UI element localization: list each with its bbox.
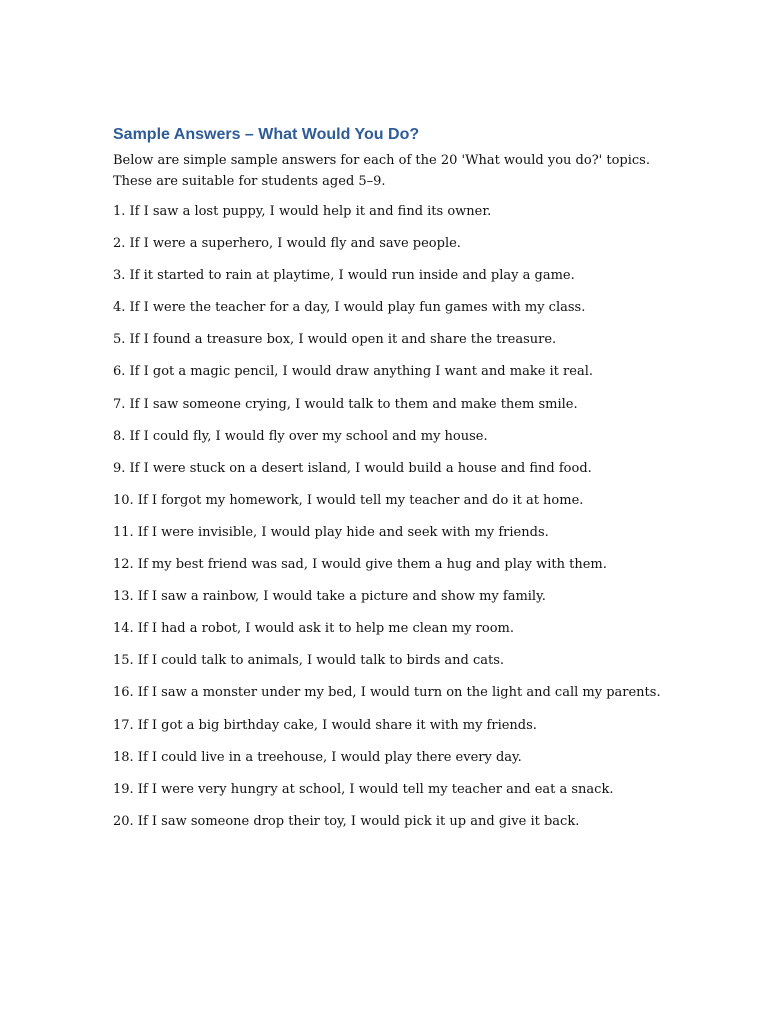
answer-item: 14. If I had a robot, I would ask it to help me clean my room.: [113, 621, 514, 637]
answer-item: 8. If I could fly, I would fly over my school and my house.: [113, 428, 488, 444]
answer-item: 3. If it started to rain at playtime, I would run inside and play a game.: [113, 268, 575, 284]
answer-item: 16. If I saw a monster under my bed, I would turn on the light and call my parents.: [113, 685, 661, 701]
answer-item: 2. If I were a superhero, I would fly and save people.: [113, 236, 461, 252]
answer-item: 11. If I were invisible, I would play hide and seek with my friends.: [113, 524, 549, 540]
answer-item: 18. If I could live in a treehouse, I would play there every day.: [113, 749, 522, 765]
answer-item: 7. If I saw someone crying, I would talk to them and make them smile.: [113, 396, 578, 412]
answer-item: 5. If I found a treasure box, I would open it and share the treasure.: [113, 332, 557, 348]
answers-list: [113, 202, 673, 832]
answer-item: 15. If I could talk to animals, I would talk to birds and cats.: [113, 653, 505, 669]
answer-item: 17. If I got a big birthday cake, I would share it with my friends.: [113, 717, 537, 733]
answer-item: 20. If I saw someone drop their toy, I would pick it up and give it back.: [113, 813, 580, 829]
document-page: [113, 124, 673, 844]
answer-item: 12. If my best friend was sad, I would give them a hug and play with them.: [113, 557, 607, 573]
answer-item: 4. If I were the teacher for a day, I would play fun games with my class.: [113, 300, 586, 316]
answer-item: 13. If I saw a rainbow, I would take a picture and show my family.: [113, 589, 546, 605]
answer-item: 19. If I were very hungry at school, I would tell my teacher and eat a snack.: [113, 781, 614, 797]
answer-item: 1. If I saw a lost puppy, I would help it and find its owner.: [113, 204, 492, 219]
document-title: Sample Answers – What Would You Do?: [113, 126, 420, 143]
answer-item: 9. If I were stuck on a desert island, I would build a house and find food.: [113, 460, 592, 476]
answer-item: 6. If I got a magic pencil, I would draw anything I want and make it real.: [113, 364, 593, 380]
answer-item: 10. If I forgot my homework, I would tell my teacher and do it at home.: [113, 492, 584, 508]
intro-paragraph: Below are simple sample answers for each of the 20 'What would you do?' topics. These are suitable for students aged 5–9.: [113, 153, 650, 189]
